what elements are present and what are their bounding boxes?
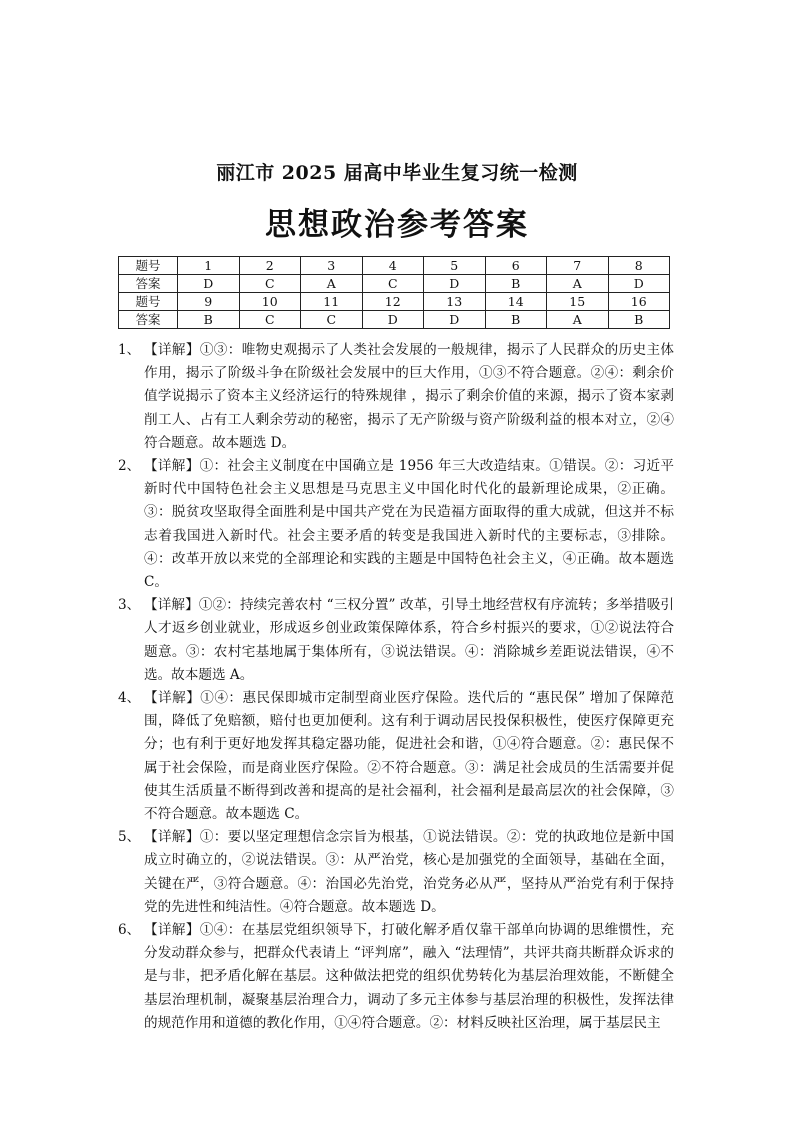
answer-cell: D xyxy=(362,311,424,329)
row-label-question: 题号 xyxy=(119,293,178,311)
item-number: 6、 xyxy=(118,922,141,939)
answer-cell: C xyxy=(362,275,424,293)
item-text: ①：社会主义制度在中国确立是 1956 年三大改造结束。①错误。②：习近平新时代中国特色社会主义思想是马克思主义中国化时代化的最新理论成果，②正确。③：脱贫攻坚取得全面胜利是中国共产党在为民造福方面取得的重大成就，但这并不标志着我国进入新时代。社会主要矛盾的转变是我国进入新时代的主要标志，③排除。④：改革开放以来党的全部理论和实践的主题是中国特色社会主义，④正确。故本题选 C。 xyxy=(144,458,674,591)
answer-cell: B xyxy=(485,311,547,329)
answer-cell: B xyxy=(485,275,547,293)
question-number-cell: 13 xyxy=(424,293,486,311)
question-number-cell: 8 xyxy=(608,257,670,275)
answer-cell: D xyxy=(178,275,240,293)
row-label-answer: 答案 xyxy=(119,275,178,293)
question-number-cell: 5 xyxy=(424,257,486,275)
row-label-question: 题号 xyxy=(119,257,178,275)
question-number-cell: 1 xyxy=(178,257,240,275)
table-row-answers-1 xyxy=(119,275,670,293)
item-tag: 【详解】 xyxy=(144,597,199,614)
explanation-item xyxy=(118,594,674,687)
answer-cell: C xyxy=(239,275,301,293)
answer-cell: B xyxy=(608,311,670,329)
question-number-cell: 7 xyxy=(547,257,609,275)
item-number: 5、 xyxy=(118,829,141,846)
explanation-item xyxy=(118,919,674,1035)
question-number-cell: 15 xyxy=(547,293,609,311)
question-number-cell: 11 xyxy=(301,293,363,311)
row-label-answer: 答案 xyxy=(119,311,178,329)
item-number: 1、 xyxy=(118,342,141,358)
item-text: ①③：唯物史观揭示了人类社会发展的一般规律，揭示了人民群众的历史主体作用，揭示了阶级斗争在阶级社会发展中的巨大作用，①③不符合题意。②④：剩余价值学说揭示了资本主义经济运行的特殊规律 ，揭示了剩余价值的来源，揭示了资本家剥削工人、占有工人剩余劳动的秘密，揭示了无产阶级与资产阶级利益的根本对立，②④符合题意。故本题选 D。 xyxy=(144,342,674,451)
explanation-item xyxy=(118,687,674,826)
item-number: 3、 xyxy=(118,597,141,614)
explanation-item xyxy=(118,455,674,594)
question-number-cell: 6 xyxy=(485,257,547,275)
item-tag: 【详解】 xyxy=(144,829,200,846)
item-text: ①②：持续完善农村 “三权分置” 改革，引导土地经营权有序流转；多举措吸引人才返乡创业就业，形成返乡创业政策保障体系，符合乡村振兴的要求，①②说法符合题意。③：农村宅基地属于集体所有，③说法错误。④：消除城乡差距说法错误，④不选。故本题选 A。 xyxy=(144,597,675,683)
item-text: ①：要以坚定理想信念宗旨为根基，①说法错误。②：党的执政地位是新中国成立时确立的，②说法错误。③：从严治党，核心是加强党的全面领导，基础在全面，关键在严，③符合题意。④：治国必先治党，治党务必从严，坚持从严治党有利于保持党的先进性和纯洁性。④符合题意。故本题选 D。 xyxy=(144,829,674,915)
explanation-list xyxy=(118,339,674,1035)
answer-key-title: 思想政治参考答案 xyxy=(265,207,529,243)
question-number-cell: 16 xyxy=(608,293,670,311)
table-row-questions-2 xyxy=(119,293,670,311)
answer-cell: D xyxy=(424,311,486,329)
question-number-cell: 12 xyxy=(362,293,424,311)
answer-cell: A xyxy=(547,311,609,329)
answer-table xyxy=(118,256,670,329)
answer-cell: B xyxy=(178,311,240,329)
table-row-answers-2 xyxy=(119,311,670,329)
answer-cell: D xyxy=(608,275,670,293)
answer-cell: C xyxy=(301,311,363,329)
answer-cell: A xyxy=(547,275,609,293)
question-number-cell: 3 xyxy=(301,257,363,275)
answer-cell: C xyxy=(239,311,301,329)
explanation-item xyxy=(118,826,674,919)
explanation-item xyxy=(118,339,674,455)
item-tag: 【详解】 xyxy=(144,458,200,475)
item-tag: 【详解】 xyxy=(144,690,201,707)
question-number-cell: 14 xyxy=(485,293,547,311)
item-number: 4、 xyxy=(118,690,141,707)
table-row-questions-1 xyxy=(119,257,670,275)
question-number-cell: 4 xyxy=(362,257,424,275)
answer-cell: D xyxy=(424,275,486,293)
item-number: 2、 xyxy=(118,458,141,475)
question-number-cell: 10 xyxy=(239,293,301,311)
answer-cell: A xyxy=(301,275,363,293)
item-text: ①④：惠民保即城市定制型商业医疗保险。迭代后的 “惠民保” 增加了保障范围，降低了免赔额，赔付也更加便利。这有利于调动居民投保积极性，使医疗保障更充分；也有利于更好地发挥其稳定器功能，促进社会和谐，①④符合题意。②：惠民保不属于社会保险，而是商业医疗保险。②不符合题意。③：满足社会成员的生活需要并促使其生活质量不断得到改善和提高的是社会福利，社会福利是最高层次的社会保障，③不符合题意。故本题选 C。 xyxy=(144,690,674,823)
question-number-cell: 2 xyxy=(239,257,301,275)
item-tag: 【详解】 xyxy=(144,922,200,939)
exam-title: 丽江市 2025 届高中毕业生复习统一检测 xyxy=(216,162,578,184)
item-tag: 【详解】 xyxy=(144,342,200,358)
question-number-cell: 9 xyxy=(178,293,240,311)
item-text: ①④：在基层党组织领导下，打破化解矛盾仅靠干部单向协调的思维惯性，充分发动群众参与，把群众代表请上 “评判席”，融入 “法理情”，共评共商共断群众诉求的是与非，把矛盾化解在基层。这种做法把党的组织优势转化为基层治理效能，不断健全基层治理机制，凝聚基层治理合力，调动了多元主体参与基层治理的积极性，发挥法律的规范作用和道德的教化作用，①④符合题意。②：材料反映社区治理，属于基层民主 xyxy=(144,922,674,1031)
